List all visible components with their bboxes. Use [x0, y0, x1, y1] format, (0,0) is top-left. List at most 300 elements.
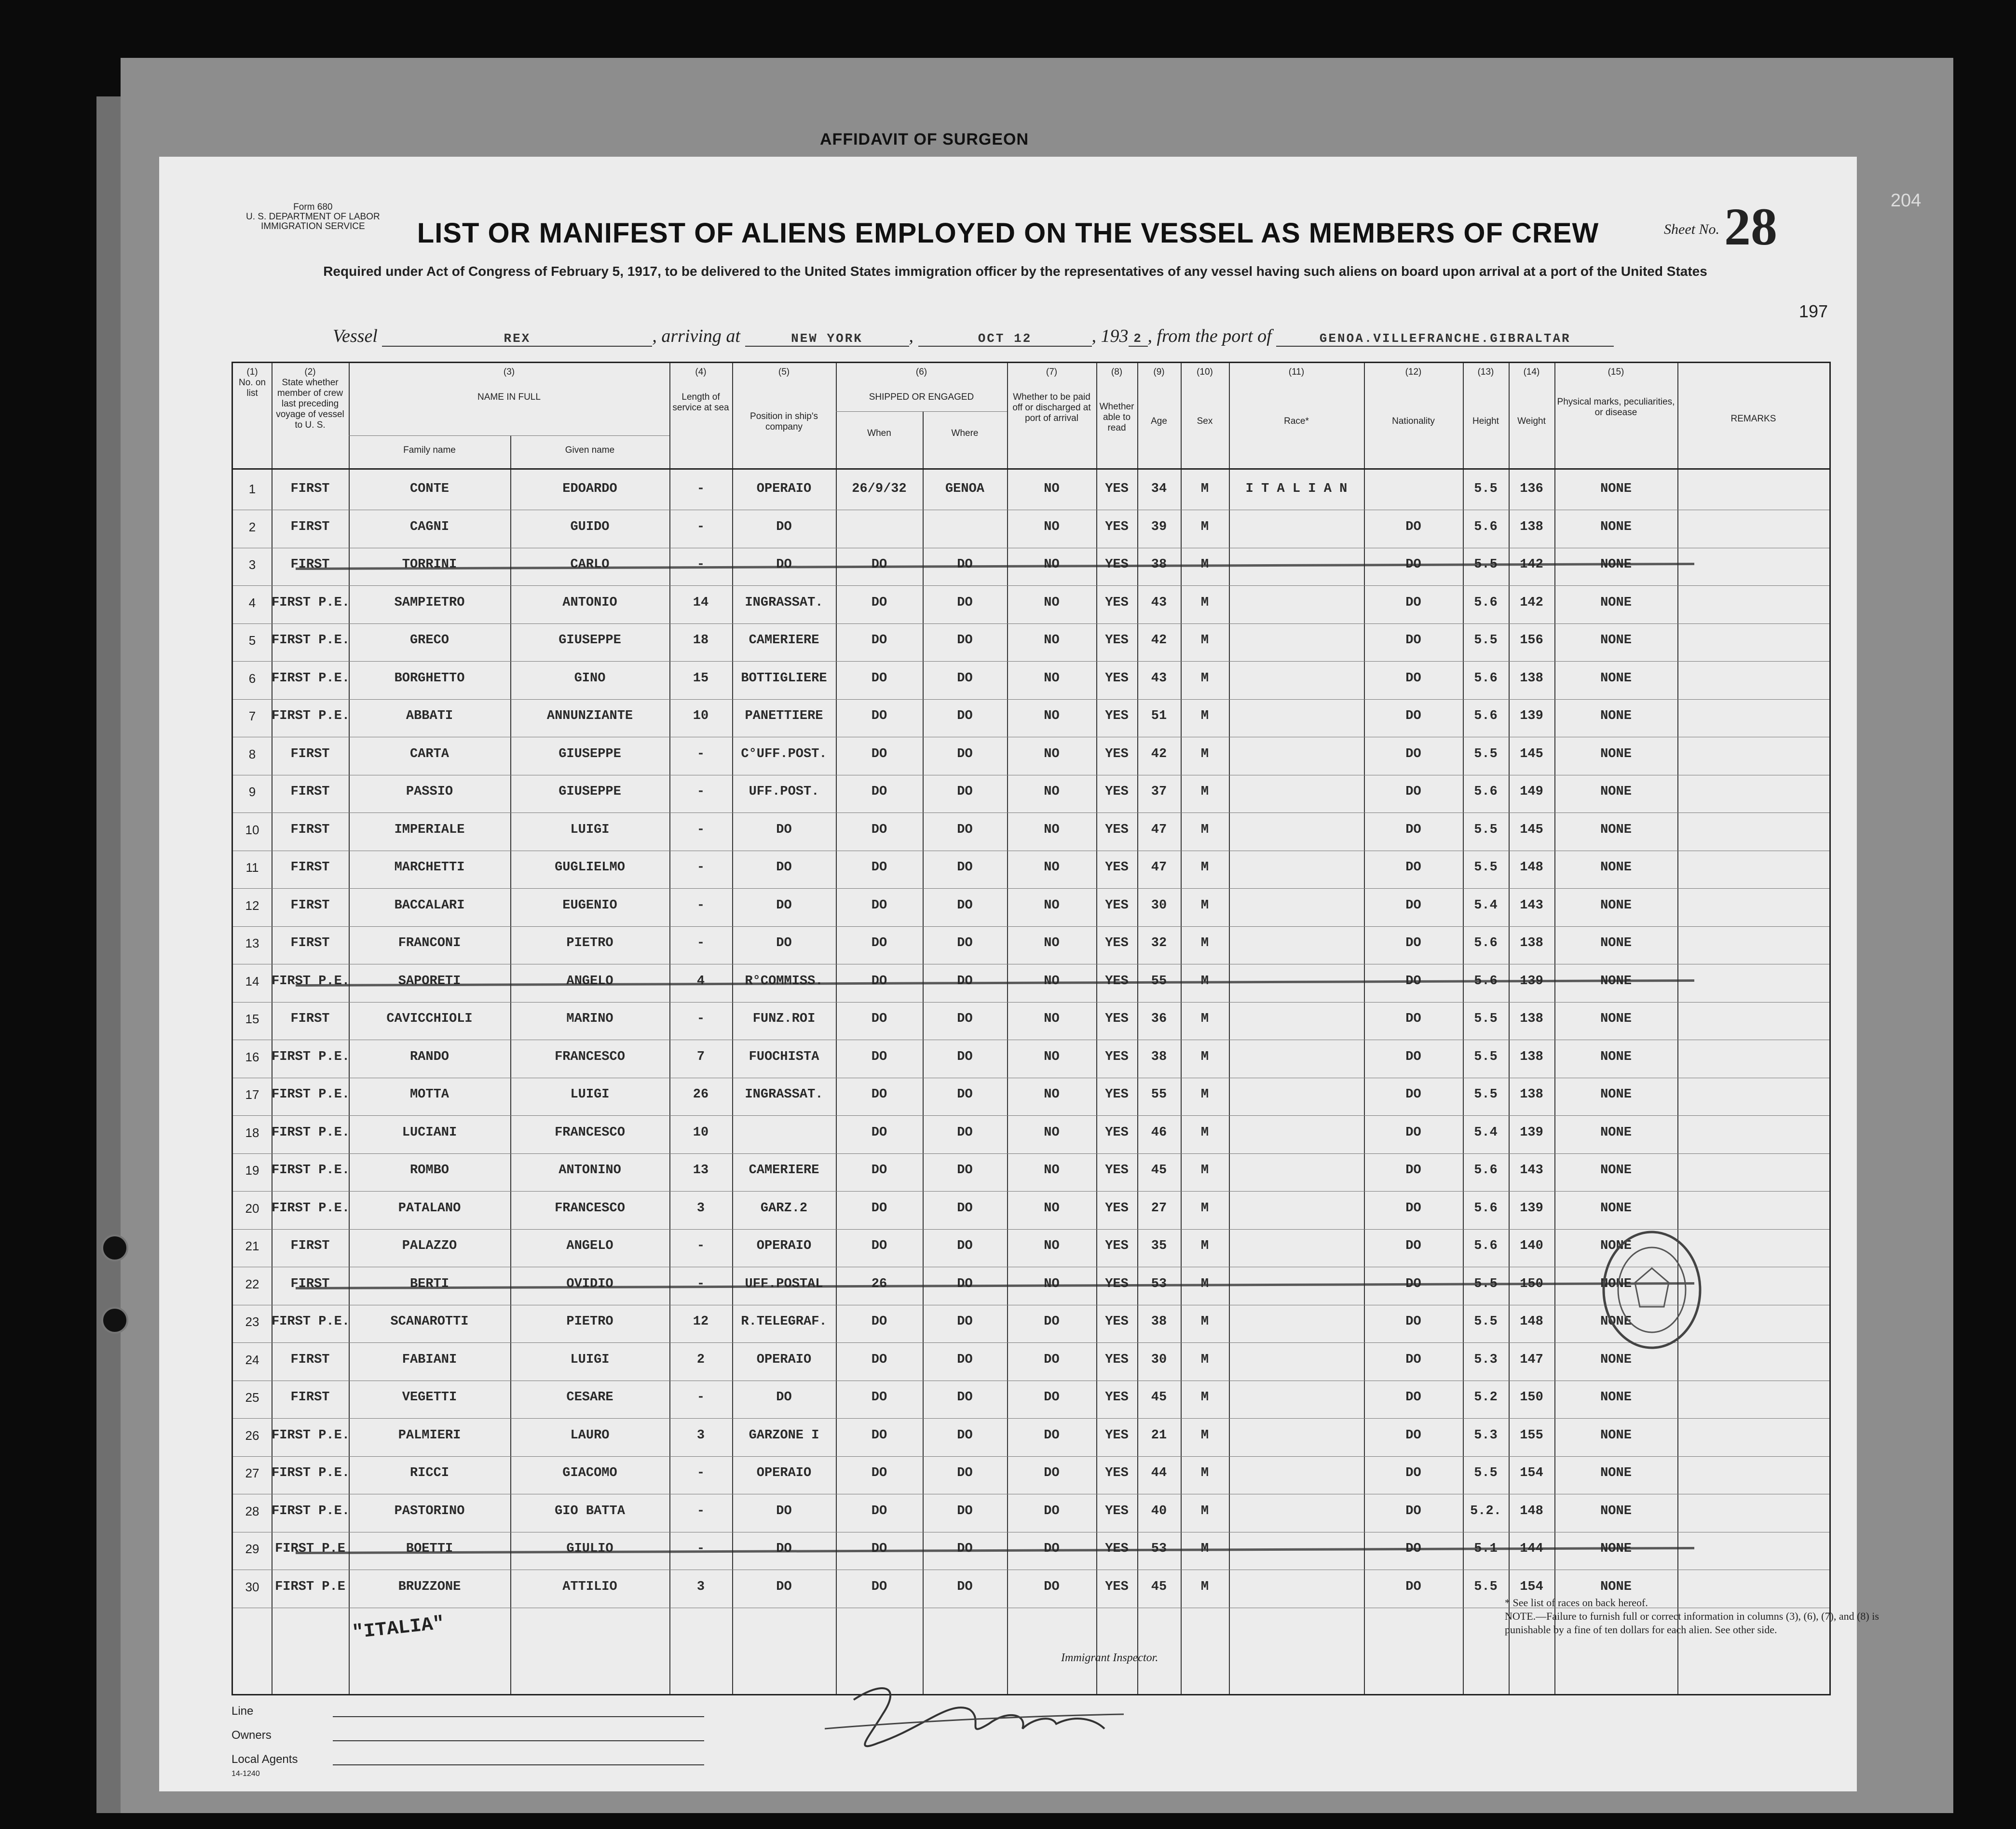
cell-read: YES: [1105, 519, 1129, 534]
cell-height: 5.4: [1474, 898, 1498, 913]
sheet-no-value: 28: [1724, 197, 1777, 256]
row-divider: [233, 661, 1829, 662]
cell-sex: M: [1200, 557, 1209, 572]
cell-marks: NONE: [1600, 1579, 1632, 1594]
cell-paid: NO: [1044, 519, 1060, 534]
cell-status: FIRST P.E.: [272, 1049, 350, 1064]
cell-read: YES: [1105, 1087, 1129, 1102]
cell-paid: NO: [1044, 595, 1060, 610]
cell-weight: 138: [1520, 519, 1543, 534]
cell-status: FIRST: [290, 822, 330, 837]
cell-when: DO: [871, 936, 887, 950]
cell-status: FIRST P.E.: [272, 595, 350, 610]
cell-given: ATTILIO: [562, 1579, 617, 1594]
cell-where: DO: [957, 1049, 973, 1064]
col-15-header: [1554, 367, 1677, 418]
cell-service: -: [696, 482, 705, 496]
cell-position: R°COMMISS.: [745, 974, 823, 989]
cell-position: OPERAIO: [756, 482, 812, 496]
cell-weight: 138: [1520, 1012, 1543, 1026]
cell-status: FIRST P.E.: [272, 1163, 350, 1178]
line-field: [232, 1705, 253, 1718]
cell-age: 36: [1151, 1012, 1167, 1026]
cell-age: 45: [1151, 1390, 1167, 1405]
cell-paid: NO: [1044, 1049, 1060, 1064]
row-divider: [233, 699, 1829, 700]
vessel-value: REX: [382, 331, 652, 347]
cell-sex: M: [1200, 1125, 1209, 1140]
cell-marks: NONE: [1600, 671, 1632, 686]
cell-weight: 138: [1520, 936, 1543, 950]
cell-where: DO: [957, 936, 973, 950]
cell-position: INGRASSAT.: [745, 595, 823, 610]
cell-read: YES: [1105, 860, 1129, 875]
cell-height: 5.5: [1474, 860, 1498, 875]
cell-height: 5.5: [1474, 1087, 1498, 1102]
cell-given: PIETRO: [566, 1314, 613, 1329]
cell-marks: NONE: [1600, 633, 1632, 648]
cell-position: DO: [776, 1579, 792, 1594]
table-row: [233, 1495, 1829, 1533]
cell-when: 26: [871, 1276, 887, 1291]
cell-when: DO: [871, 1087, 887, 1102]
cell-height: 5.5: [1474, 482, 1498, 496]
cell-service: -: [696, 822, 705, 837]
cell-when: DO: [871, 1314, 887, 1329]
cell-where: DO: [957, 1352, 973, 1367]
cell-status: FIRST: [290, 746, 330, 761]
crew-table: [232, 362, 1831, 1695]
cell-read: YES: [1105, 936, 1129, 950]
cell-weight: 150: [1520, 1390, 1543, 1405]
cell-status: FIRST: [290, 1352, 330, 1367]
cell-where: DO: [957, 633, 973, 648]
col-15-number: (15): [1607, 367, 1624, 377]
cell-age: 47: [1151, 860, 1167, 875]
cell-height: 5.4: [1474, 1125, 1498, 1140]
cell-no: 15: [245, 1012, 259, 1026]
cell-sex: M: [1200, 1579, 1209, 1594]
cell-marks: NONE: [1600, 1466, 1632, 1480]
cell-no: 7: [248, 709, 256, 723]
table-row: [233, 927, 1829, 965]
cell-marks: NONE: [1600, 519, 1632, 534]
cell-nationality: DO: [1405, 1466, 1421, 1480]
cell-weight: 138: [1520, 1049, 1543, 1064]
table-row: [233, 1306, 1829, 1343]
cell-family: CAGNI: [409, 519, 449, 534]
cell-service: 12: [693, 1314, 709, 1329]
cell-position: DO: [776, 1542, 792, 1556]
cell-marks: NONE: [1600, 974, 1632, 989]
name-subheader-line: [349, 435, 669, 436]
cell-position: FUNZ.ROI: [752, 1012, 816, 1026]
cell-where: DO: [957, 671, 973, 686]
cell-read: YES: [1105, 1012, 1129, 1026]
cell-given: LUIGI: [570, 1352, 610, 1367]
row-divider: [233, 1342, 1829, 1343]
cell-nationality: DO: [1405, 974, 1421, 989]
cell-position: CAMERIERE: [749, 1163, 819, 1178]
cell-read: YES: [1105, 1428, 1129, 1443]
table-row: [233, 1117, 1829, 1154]
cell-family: BACCALARI: [394, 898, 465, 913]
cell-given: FRANCESCO: [555, 1201, 625, 1216]
cell-position: GARZ.2: [760, 1201, 808, 1216]
cell-age: 46: [1151, 1125, 1167, 1140]
cell-read: YES: [1105, 1352, 1129, 1367]
cell-family: PATALANO: [398, 1201, 461, 1216]
col-7-header: [1009, 367, 1094, 424]
cell-status: FIRST P.E.: [272, 633, 350, 648]
cell-weight: 143: [1520, 1163, 1543, 1178]
cell-weight: 155: [1520, 1428, 1543, 1443]
cell-no: 29: [245, 1542, 259, 1556]
cell-marks: NONE: [1600, 822, 1632, 837]
cell-height: 5.6: [1474, 1163, 1498, 1178]
cell-given: GUIDO: [570, 519, 610, 534]
cell-sex: M: [1200, 1542, 1209, 1556]
cell-position: PANETTIERE: [745, 709, 823, 723]
cell-where: DO: [957, 898, 973, 913]
cell-nationality: DO: [1405, 1276, 1421, 1291]
cell-nationality: DO: [1405, 1163, 1421, 1178]
cell-read: YES: [1105, 822, 1129, 837]
cell-sex: M: [1200, 633, 1209, 648]
cell-where: DO: [957, 557, 973, 572]
cell-status: FIRST: [290, 519, 330, 534]
col-5-number: (5): [778, 367, 790, 377]
cell-position: OPERAIO: [756, 1352, 812, 1367]
cell-sex: M: [1200, 519, 1209, 534]
table-row: [233, 1230, 1829, 1268]
cell-height: 5.5: [1474, 1012, 1498, 1026]
col-13-number: (13): [1477, 367, 1494, 377]
agents-field: [232, 1753, 298, 1766]
cell-sex: M: [1200, 1012, 1209, 1026]
owners-label: Owners: [232, 1729, 272, 1742]
cell-sex: M: [1200, 746, 1209, 761]
cell-no: 27: [245, 1466, 259, 1480]
table-row: [233, 1457, 1829, 1495]
table-row: [233, 965, 1829, 1003]
col-2-number: (2): [304, 367, 316, 377]
cell-given: GIULIO: [566, 1542, 613, 1556]
cell-height: 5.6: [1474, 1201, 1498, 1216]
cell-given: LAURO: [570, 1428, 610, 1443]
cell-position: DO: [776, 860, 792, 875]
cell-weight: 144: [1520, 1542, 1543, 1556]
cell-service: -: [696, 1542, 705, 1556]
row-divider: [233, 1456, 1829, 1457]
cell-service: 7: [696, 1049, 705, 1064]
cell-height: 5.5: [1474, 557, 1498, 572]
vessel-line: Vessel REX , arriving at NEW YORK , OCT 12 , 193 2 , from the port of GENOA.VILLEFRANCHE.GIBRALTAR: [333, 325, 1614, 347]
cell-when: DO: [871, 860, 887, 875]
note-penalty: NOTE.—Failure to furnish full or correct information in columns (3), (6), (7), and (8) is punishable by a fine of ten dollars for each alien. See other side.: [1505, 1610, 1879, 1636]
cell-weight: 142: [1520, 557, 1543, 572]
cell-when: DO: [871, 1239, 887, 1253]
cell-height: 5.5: [1474, 633, 1498, 648]
cell-service: 2: [696, 1352, 705, 1367]
table-row: [233, 1382, 1829, 1419]
table-row: [233, 738, 1829, 776]
cell-service: -: [696, 557, 705, 572]
cell-height: 5.6: [1474, 974, 1498, 989]
cell-sex: M: [1200, 482, 1209, 496]
col-13-label: Height: [1472, 416, 1499, 426]
cell-position: C°UFF.POST.: [741, 746, 827, 761]
cell-where: DO: [957, 595, 973, 610]
col-9-label: Age: [1151, 416, 1167, 426]
cell-read: YES: [1105, 1542, 1129, 1556]
table-row: [233, 549, 1829, 586]
cell-weight: 148: [1520, 1504, 1543, 1518]
cell-paid: NO: [1044, 709, 1060, 723]
cell-height: 5.5: [1474, 1276, 1498, 1291]
cell-given: OVIDIO: [566, 1276, 613, 1291]
cell-nationality: DO: [1405, 557, 1421, 572]
col-12-label: Nationality: [1392, 416, 1435, 426]
col-12-number: (12): [1405, 367, 1422, 377]
cell-given: GIACOMO: [562, 1466, 617, 1480]
cell-family: TORRINI: [402, 557, 457, 572]
col-15-label: Physical marks, peculiarities, or disease: [1557, 397, 1675, 418]
cell-position: DO: [776, 1504, 792, 1518]
cell-paid: NO: [1044, 1163, 1060, 1178]
cell-where: DO: [957, 1125, 973, 1140]
row-divider: [233, 1229, 1829, 1230]
cell-family: PALAZZO: [402, 1239, 457, 1253]
cell-marks: NONE: [1600, 1239, 1632, 1253]
cell-sex: M: [1200, 860, 1209, 875]
cell-no: 14: [245, 974, 259, 989]
table-row: [233, 587, 1829, 624]
row-divider: [233, 1002, 1829, 1003]
cell-read: YES: [1105, 1201, 1129, 1216]
col-11-header: [1229, 367, 1364, 427]
cell-weight: 136: [1520, 482, 1543, 496]
cell-no: 19: [245, 1163, 259, 1178]
cell-family: PALMIERI: [398, 1428, 461, 1443]
cell-paid: DO: [1044, 1466, 1060, 1480]
cell-position: DO: [776, 1390, 792, 1405]
cell-when: DO: [871, 1049, 887, 1064]
cell-read: YES: [1105, 746, 1129, 761]
cell-height: 5.2: [1474, 1390, 1498, 1405]
cell-height: 5.6: [1474, 595, 1498, 610]
cell-family: ABBATI: [406, 709, 453, 723]
cell-service: 10: [693, 709, 709, 723]
cell-when: DO: [871, 974, 887, 989]
cell-status: FIRST: [290, 898, 330, 913]
cell-family: PASSIO: [406, 785, 453, 799]
col-6-header: [836, 367, 1007, 403]
cell-no: 16: [245, 1049, 259, 1064]
cell-service: 13: [693, 1163, 709, 1178]
cell-status: FIRST: [290, 785, 330, 799]
cell-height: 5.5: [1474, 1466, 1498, 1480]
cell-status: FIRST: [290, 1239, 330, 1253]
shipped-subheader-line: [836, 411, 1007, 412]
cell-weight: 139: [1520, 1201, 1543, 1216]
cell-height: 5.1: [1474, 1542, 1498, 1556]
cell-marks: NONE: [1600, 1428, 1632, 1443]
cell-read: YES: [1105, 1390, 1129, 1405]
cell-height: 5.6: [1474, 1239, 1498, 1253]
cell-service: -: [696, 1239, 705, 1253]
cell-no: 21: [245, 1239, 259, 1253]
cell-status: FIRST P.E.: [272, 1504, 350, 1518]
cell-sex: M: [1200, 898, 1209, 913]
cell-sex: M: [1200, 936, 1209, 950]
corner-number: 204: [1891, 190, 1921, 211]
cell-age: 42: [1151, 633, 1167, 648]
cell-nationality: DO: [1405, 709, 1421, 723]
cell-status: FIRST P.E.: [272, 974, 350, 989]
line-underline: [333, 1716, 704, 1717]
cell-sex: M: [1200, 709, 1209, 723]
col-14-label: Weight: [1517, 416, 1546, 426]
cell-age: 53: [1151, 1542, 1167, 1556]
cell-status: FIRST P.E.: [272, 1314, 350, 1329]
cell-position: R.TELEGRAF.: [741, 1314, 827, 1329]
col-10-label: Sex: [1197, 416, 1213, 426]
date-value: OCT 12: [918, 331, 1092, 347]
cell-paid: DO: [1044, 1428, 1060, 1443]
cell-nationality: DO: [1405, 785, 1421, 799]
arriving-value: NEW YORK: [745, 331, 909, 347]
cell-when: DO: [871, 822, 887, 837]
cell-given: GIUSEPPE: [558, 746, 621, 761]
cell-nationality: DO: [1405, 1012, 1421, 1026]
table-row: [233, 1344, 1829, 1382]
inspector-signature: [825, 1671, 1133, 1767]
cell-marks: NONE: [1600, 1276, 1632, 1291]
cell-no: 25: [245, 1390, 259, 1405]
cell-race: I T A L I A N: [1245, 482, 1348, 496]
cell-status: FIRST P.E: [275, 1579, 345, 1594]
cell-read: YES: [1105, 1504, 1129, 1518]
cell-paid: NO: [1044, 1012, 1060, 1026]
cell-given: ANTONIO: [562, 595, 617, 610]
cell-sex: M: [1200, 1466, 1209, 1480]
cell-read: YES: [1105, 1466, 1129, 1480]
cell-no: 4: [248, 595, 256, 610]
cell-where: DO: [957, 860, 973, 875]
cell-where: DO: [957, 1542, 973, 1556]
cell-service: 3: [696, 1579, 705, 1594]
cell-service: -: [696, 785, 705, 799]
consulate-stamp: [1596, 1225, 1707, 1355]
cell-sex: M: [1200, 1352, 1209, 1367]
cell-given: ANGELO: [566, 1239, 613, 1253]
cell-weight: 148: [1520, 860, 1543, 875]
cell-position: GARZONE I: [749, 1428, 819, 1443]
cell-marks: NONE: [1600, 1390, 1632, 1405]
col-9-header: [1137, 367, 1181, 427]
cell-height: 5.3: [1474, 1428, 1498, 1443]
cell-marks: NONE: [1600, 1163, 1632, 1178]
cell-sex: M: [1200, 1276, 1209, 1291]
remarks-header: REMARKS: [1730, 414, 1776, 424]
cell-age: 27: [1151, 1201, 1167, 1216]
cell-no: 12: [245, 898, 259, 913]
cell-paid: NO: [1044, 974, 1060, 989]
cell-sex: M: [1200, 671, 1209, 686]
row-divider: [233, 1418, 1829, 1419]
cell-service: 18: [693, 633, 709, 648]
cell-position: UFF.POST.: [749, 785, 819, 799]
col-10-header: [1181, 367, 1229, 427]
arriving-label: , arriving at: [652, 326, 740, 346]
side-number: 197: [1798, 301, 1828, 321]
cell-nationality: DO: [1405, 898, 1421, 913]
cell-when: DO: [871, 1125, 887, 1140]
cell-where: DO: [957, 1276, 973, 1291]
cell-nationality: DO: [1405, 860, 1421, 875]
cell-paid: NO: [1044, 1239, 1060, 1253]
cell-service: 10: [693, 1125, 709, 1140]
cell-status: FIRST P.E: [275, 1542, 345, 1556]
cell-age: 44: [1151, 1466, 1167, 1480]
col-1-number: (1): [246, 367, 258, 377]
table-row: [233, 1420, 1829, 1457]
cell-read: YES: [1105, 785, 1129, 799]
cell-age: 42: [1151, 746, 1167, 761]
vessel-label: Vessel: [333, 326, 378, 346]
cell-position: DO: [776, 519, 792, 534]
cell-height: 5.2.: [1470, 1504, 1501, 1518]
owners-underline: [333, 1740, 704, 1741]
line-label: Line: [232, 1705, 254, 1718]
row-divider: [233, 1153, 1829, 1154]
owners-field: [232, 1729, 272, 1742]
cell-no: 8: [248, 746, 256, 761]
cell-given: GIUSEPPE: [558, 785, 621, 799]
cell-nationality: DO: [1405, 1390, 1421, 1405]
cell-marks: NONE: [1600, 1201, 1632, 1216]
cell-weight: 145: [1520, 746, 1543, 761]
cell-weight: 156: [1520, 633, 1543, 648]
cell-when: DO: [871, 557, 887, 572]
cell-no: 2: [248, 519, 256, 534]
cell-weight: 150: [1520, 1276, 1543, 1291]
cell-position: DO: [776, 557, 792, 572]
cell-service: 14: [693, 595, 709, 610]
cell-no: 11: [245, 860, 259, 875]
department: U. S. DEPARTMENT OF LABOR: [246, 212, 380, 222]
cell-service: -: [696, 898, 705, 913]
cell-status: FIRST: [290, 1390, 330, 1405]
cell-when: DO: [871, 1012, 887, 1026]
cell-read: YES: [1105, 974, 1129, 989]
row-divider: [233, 888, 1829, 889]
cell-where: DO: [957, 1163, 973, 1178]
cell-age: 37: [1151, 785, 1167, 799]
cell-marks: NONE: [1600, 1352, 1632, 1367]
cell-when: DO: [871, 1579, 887, 1594]
service: IMMIGRATION SERVICE: [260, 221, 365, 231]
cell-weight: 139: [1520, 1125, 1543, 1140]
cell-status: FIRST P.E.: [272, 1428, 350, 1443]
cell-status: FIRST: [290, 1276, 330, 1291]
cell-when: DO: [871, 898, 887, 913]
cell-where: DO: [957, 1579, 973, 1594]
cell-marks: NONE: [1600, 482, 1632, 496]
cell-read: YES: [1105, 671, 1129, 686]
cell-weight: 142: [1520, 595, 1543, 610]
